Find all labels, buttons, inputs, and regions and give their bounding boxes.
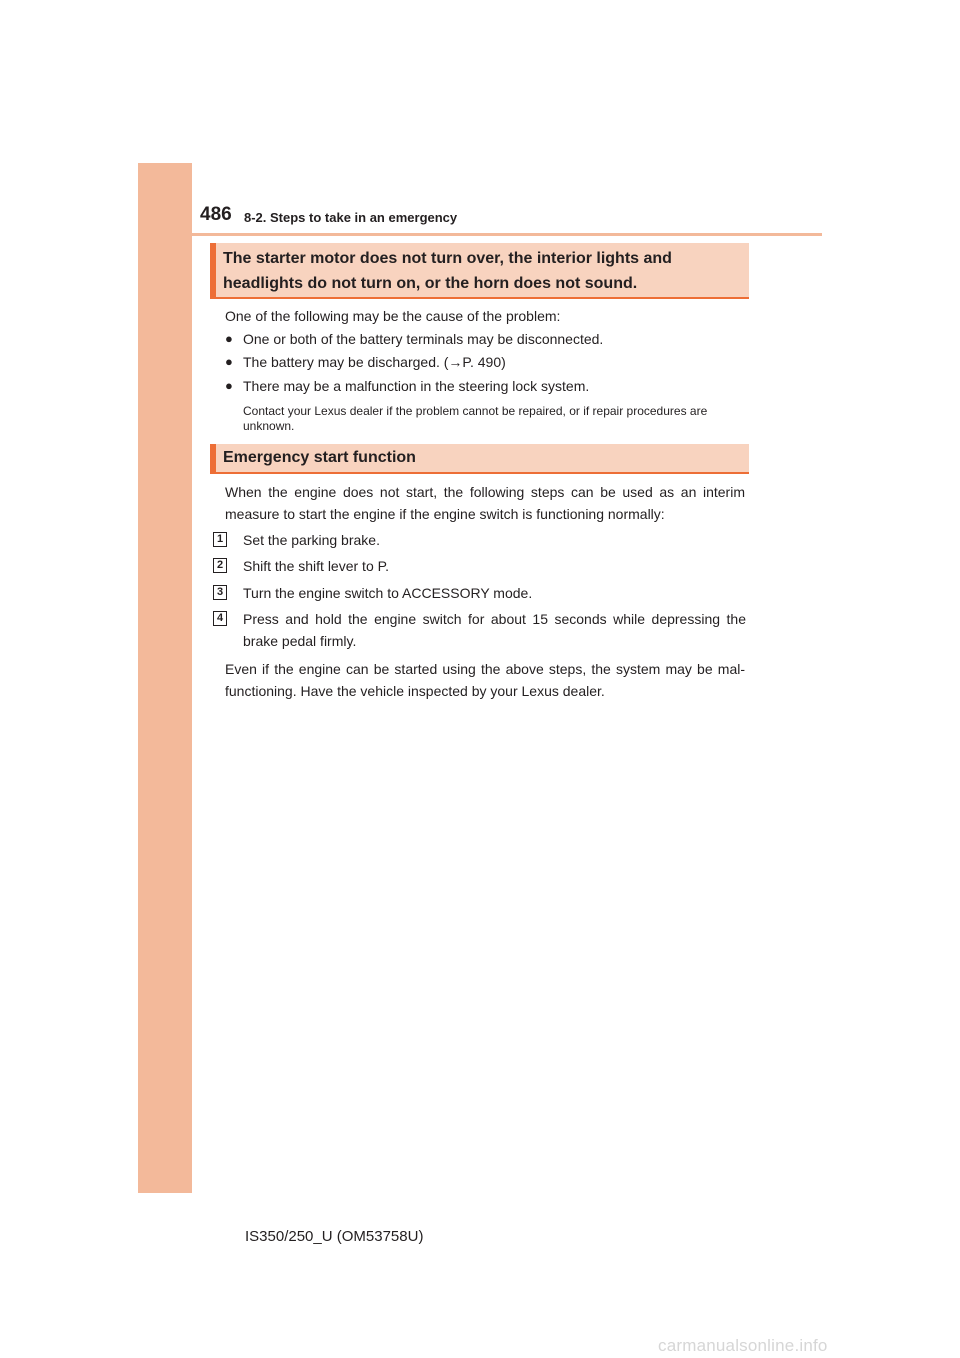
- section-heading-starter-motor: The starter motor does not turn over, the interior lights and headlights do not turn on, or the horn does not sound.: [210, 243, 749, 299]
- section-intro: When the engine does not start, the following steps can be used as an interim measure to start the engine if the engine switch is functioning normally:: [225, 484, 745, 522]
- bullet-icon: ●: [225, 378, 233, 393]
- list-item-text: The battery may be discharged. (→P. 490): [243, 354, 506, 370]
- bullet-icon: ●: [225, 354, 233, 369]
- closing-paragraph: Even if the engine can be started using the above steps, the system may be mal-functioning. Have the vehicle inspected by your Lexus dealer.: [225, 661, 745, 699]
- chapter-side-tab: [138, 163, 192, 1193]
- step-number-badge: 2: [213, 558, 227, 573]
- header-rule: [192, 233, 822, 236]
- model-code-footer: IS350/250_U (OM53758U): [245, 1228, 424, 1245]
- step-number-badge: 3: [213, 585, 227, 600]
- section-heading-emergency-start: Emergency start function: [210, 444, 749, 474]
- bullet-icon: ●: [225, 331, 233, 346]
- page-number: 486: [200, 204, 232, 225]
- running-head: 8-2. Steps to take in an emergency: [244, 210, 458, 225]
- section-intro: One of the following may be the cause of the problem:: [225, 308, 561, 324]
- step-text: Set the parking brake.: [243, 532, 380, 548]
- dealer-note: Contact your Lexus dealer if the problem cannot be repaired, or if repair procedures are unknown.: [243, 404, 708, 433]
- list-item-text: One or both of the battery terminals may be disconnected.: [243, 331, 604, 347]
- step-text: Shift the shift lever to P.: [243, 558, 390, 574]
- step-number-badge: 4: [213, 611, 227, 626]
- step-text: Turn the engine switch to ACCESSORY mode.: [243, 585, 533, 601]
- watermark-text: carmanualsonline.info: [658, 1336, 828, 1355]
- list-item-text: There may be a malfunction in the steering lock system.: [243, 378, 590, 394]
- step-number-badge: 1: [213, 532, 227, 547]
- step-text: Press and hold the engine switch for about 15 seconds while depressing the brake pedal firmly.: [243, 611, 746, 649]
